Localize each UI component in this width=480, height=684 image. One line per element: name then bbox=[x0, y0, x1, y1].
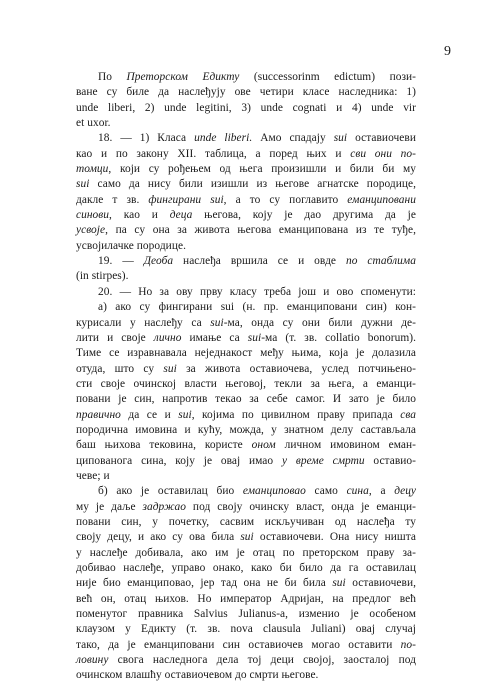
text-line bbox=[76, 469, 416, 484]
italic-segment: фингирани sui bbox=[148, 193, 224, 206]
text-line bbox=[76, 592, 416, 607]
italic-segment: sui bbox=[178, 408, 192, 421]
text-line bbox=[76, 208, 416, 223]
text-segment: -ма (т. зв. collatio bonorum). bbox=[261, 331, 416, 344]
italic-segment: у време смрти bbox=[281, 454, 365, 467]
text-line bbox=[76, 300, 416, 315]
text-line bbox=[76, 331, 416, 346]
text-line bbox=[76, 500, 416, 515]
text-segment: за живота оставиочева, услед потчињено- bbox=[176, 362, 416, 375]
italic-segment: лично bbox=[153, 331, 182, 344]
text-segment: поменутог правника Salvius Julianus-а, изменио је особеном bbox=[76, 608, 416, 621]
italic-segment: unde liberi. bbox=[194, 132, 253, 145]
page-number: 9 bbox=[444, 44, 451, 59]
text-line bbox=[76, 392, 416, 407]
italic-segment: Преторском Едикту bbox=[126, 71, 240, 83]
text-line bbox=[76, 377, 416, 392]
italic-segment: задржао bbox=[142, 500, 186, 513]
italic-segment: Деоба bbox=[143, 255, 174, 268]
text-line bbox=[76, 177, 416, 192]
text-segment: оставиочеви bbox=[347, 132, 416, 145]
italic-segment: деца bbox=[169, 209, 193, 222]
text-line bbox=[76, 193, 416, 208]
italic-segment: sui bbox=[247, 331, 262, 344]
italic-segment: правично bbox=[76, 408, 121, 421]
text-segment: лити и своје bbox=[76, 331, 154, 344]
italic-segment: оном bbox=[251, 439, 276, 452]
text-segment: само bbox=[305, 485, 347, 498]
text-segment: ване су биле да наслеђују ове четири класе наследника: 1) bbox=[76, 86, 416, 99]
text-segment: му је даље bbox=[76, 500, 143, 513]
text-segment: , а то су поглавито bbox=[223, 193, 348, 206]
text-segment: , па су она за живота његова еманципована из те туђе, bbox=[105, 224, 416, 237]
italic-segment: sui bbox=[332, 577, 346, 590]
text-line bbox=[76, 269, 416, 284]
text-segment: баш њихова тековина, користе bbox=[76, 439, 252, 452]
text-line bbox=[76, 423, 416, 438]
text-line bbox=[76, 223, 416, 238]
text-segment: повани је син, напротив текао за себе самог. И зато је било bbox=[76, 393, 416, 406]
text-line bbox=[76, 638, 416, 653]
text-line bbox=[76, 515, 416, 530]
italic-segment: sui bbox=[210, 316, 224, 329]
text-line bbox=[76, 576, 416, 591]
text-line bbox=[76, 239, 416, 254]
text-segment: личном имовином еман- bbox=[275, 439, 416, 452]
text-segment: Амо спадају bbox=[252, 132, 334, 145]
italic-segment: sui bbox=[76, 178, 90, 191]
text-segment: већ он, отац њихов. Но император Адријан, на предлог већ bbox=[76, 592, 416, 605]
italic-segment: томци bbox=[76, 163, 109, 176]
text-segment: није био еманциповао, јер тад она не би била bbox=[76, 577, 333, 590]
body-text bbox=[76, 70, 416, 684]
italic-segment: сви они по- bbox=[350, 147, 416, 160]
text-segment: По bbox=[98, 71, 127, 83]
text-segment: чеве; и bbox=[76, 469, 110, 482]
text-segment: а) ако су фингирани sui (н. пр. еманциповани син) кон- bbox=[98, 301, 416, 314]
text-line bbox=[76, 530, 416, 545]
text-line bbox=[76, 101, 416, 116]
text-line bbox=[76, 362, 416, 377]
text-segment: (in stirpes). bbox=[76, 270, 129, 283]
text-segment: своју децу, и ако су ова била bbox=[76, 531, 241, 544]
text-line bbox=[76, 70, 416, 85]
text-segment: свога наследнога дела тој деци својој, заосталој под bbox=[108, 654, 416, 667]
italic-segment: сва bbox=[400, 408, 417, 421]
text-line bbox=[76, 162, 416, 177]
text-segment: (successorinm edictum) пози- bbox=[239, 71, 416, 83]
text-segment: , а bbox=[368, 485, 395, 498]
italic-segment: усвоје bbox=[76, 224, 106, 237]
text-line bbox=[76, 607, 416, 622]
italic-segment: sui bbox=[163, 362, 177, 375]
italic-segment: сина bbox=[346, 485, 369, 498]
text-line bbox=[76, 668, 416, 683]
text-segment: само да нису били изишли из његове агнатске породице, bbox=[89, 178, 416, 191]
text-segment: оставиочеви, bbox=[345, 577, 416, 590]
text-segment: -ма, онда су они били дужни де- bbox=[223, 316, 416, 329]
text-segment: породична имовина и кућу, можда, у знатном делу састављала bbox=[76, 423, 416, 436]
text-segment: курисали у наслеђу са bbox=[76, 316, 211, 329]
text-segment: наслеђа вршила се и овде bbox=[173, 255, 346, 268]
italic-segment: ловину bbox=[76, 654, 109, 667]
text-segment: сти своје очинској власти његовој, текли за њега, а еманци- bbox=[76, 377, 416, 390]
text-line bbox=[76, 85, 416, 100]
text-segment: отуда, што су bbox=[76, 362, 164, 375]
text-segment: , који су рођењем од њега произишли и били би му bbox=[108, 163, 416, 176]
text-line bbox=[76, 254, 416, 269]
text-line bbox=[76, 116, 416, 131]
text-segment: , као и bbox=[109, 209, 170, 222]
text-segment: имање са bbox=[181, 331, 248, 344]
italic-segment: по- bbox=[400, 638, 416, 651]
text-segment: оставиочеви. Она нису ништа bbox=[253, 531, 416, 544]
text-segment: unde liberi, 2) unde legitini, 3) unde cognati и 4) unde vir bbox=[76, 101, 416, 114]
text-line bbox=[76, 285, 416, 300]
text-segment: 19. — bbox=[98, 255, 144, 268]
text-segment: под своју очинску власт, онда је еманци- bbox=[186, 500, 416, 513]
text-segment: оставио- bbox=[364, 454, 416, 467]
text-segment: очинском влашћу оставиочевом до смрти његове. bbox=[76, 669, 319, 682]
text-segment: 18. — 1) Класа bbox=[98, 132, 195, 145]
text-line bbox=[76, 316, 416, 331]
text-line bbox=[76, 131, 416, 146]
text-segment: његова, коју је дао другима да је bbox=[192, 209, 417, 222]
text-segment: клаузом у Едикту (т. зв. nova clausula Juliani) овај случај bbox=[76, 623, 416, 636]
text-line bbox=[76, 438, 416, 453]
text-segment: у наслеђе добивала, ако им је отац по преторском праву за- bbox=[76, 546, 416, 559]
text-segment: добивао наслеђе, управо онако, како би било да га оставилац bbox=[76, 562, 416, 574]
text-line bbox=[76, 147, 416, 162]
text-segment: повани син, у почетку, сасвим искључиван од наслеђа ту bbox=[76, 515, 416, 528]
italic-segment: децу bbox=[394, 485, 416, 498]
text-segment: б) ако је оставилац био bbox=[98, 485, 243, 498]
text-line bbox=[76, 484, 416, 499]
italic-segment: еманциповао bbox=[242, 485, 306, 498]
text-segment: 20. — Но за ову прву класу треба још и ово споменути: bbox=[98, 285, 416, 298]
italic-segment: по стаблима bbox=[345, 255, 416, 268]
italic-segment: еманциповани bbox=[347, 193, 416, 206]
text-segment: тако, да је еманциповани син оставиочев могао оставити bbox=[76, 638, 401, 651]
italic-segment: sui bbox=[240, 531, 254, 544]
text-segment: , којима по цивилном праву припада bbox=[191, 408, 401, 421]
text-line bbox=[76, 561, 416, 576]
text-line bbox=[76, 653, 416, 668]
text-line bbox=[76, 408, 416, 423]
italic-segment: sui bbox=[333, 132, 348, 145]
text-line bbox=[76, 346, 416, 361]
italic-segment: синови bbox=[76, 209, 110, 222]
text-segment: et uxor. bbox=[76, 117, 111, 130]
text-line bbox=[76, 622, 416, 637]
text-segment: Тиме се изравнавала неједнакост међу њима, која је долазила bbox=[76, 347, 416, 360]
text-line bbox=[76, 454, 416, 469]
text-segment: ципованога сина, коју је овај имао bbox=[76, 454, 282, 467]
text-line bbox=[76, 546, 416, 561]
text-segment: усвојилачке породице. bbox=[76, 239, 186, 252]
text-segment: дакле т зв. bbox=[76, 193, 149, 206]
text-segment: да се и bbox=[120, 408, 179, 421]
text-segment: као и по закону XII. таблица, а поред њих и bbox=[76, 147, 351, 160]
